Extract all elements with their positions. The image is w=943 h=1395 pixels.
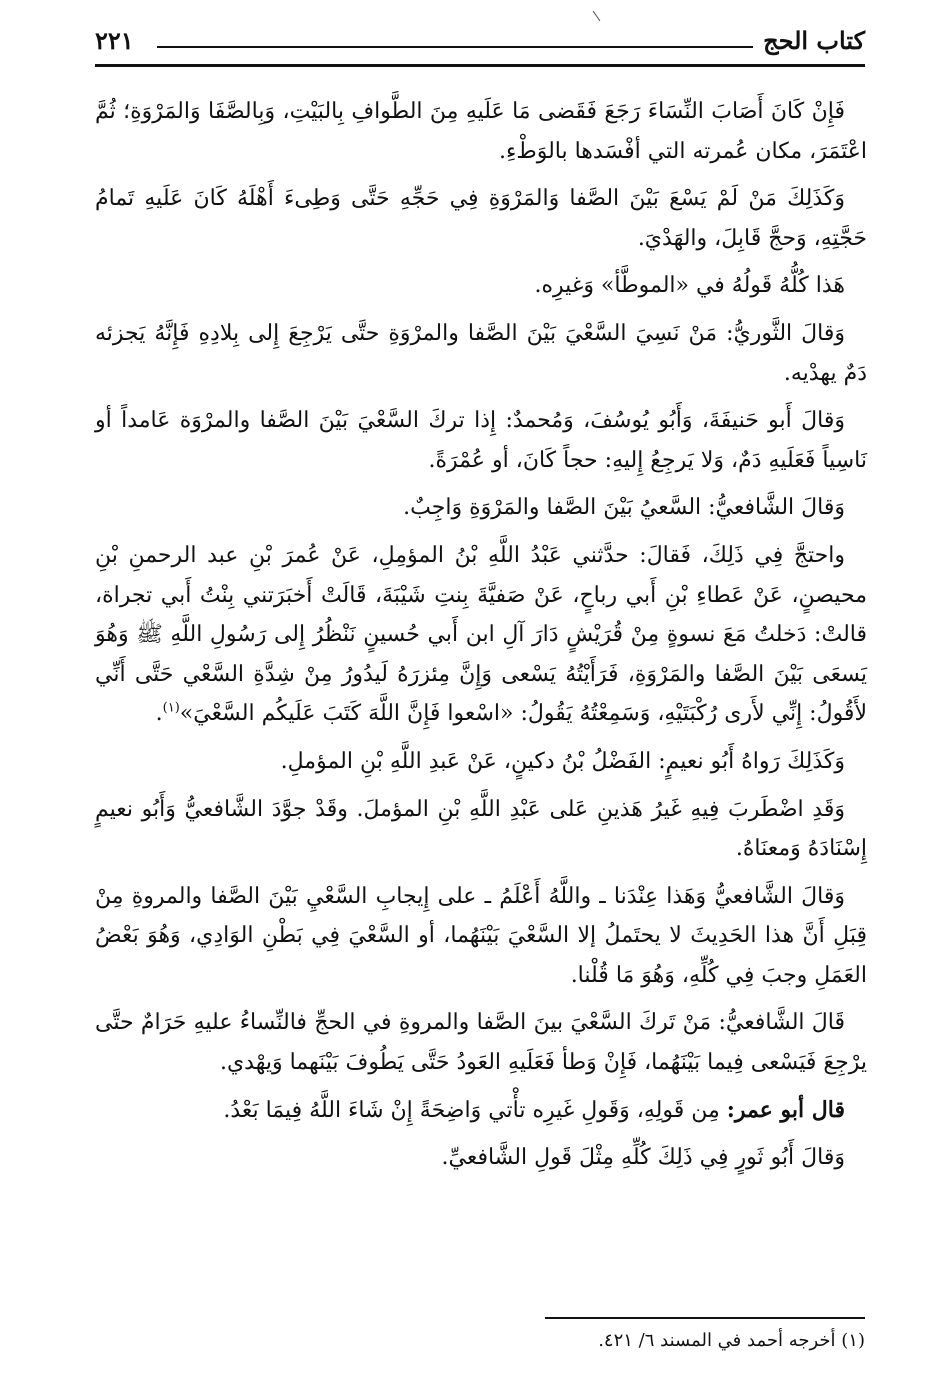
speaker-label: قال أبو عمر: bbox=[726, 1096, 845, 1123]
paragraph-3: هَذا كُلُّهُ قَولُهُ في «الموطَّأ» وَغيرِه. bbox=[534, 273, 845, 299]
paragraph-10: وَقالَ الشَّافعيُّ وَهَذا عِنْدَنا ـ واللَّهُ أَعْلَمُ ـ على إِيجابِ السَّعْيِ بَيْنَ الصَّفا والمروةِ مِنْ قِبَلِ أَنَّ هذا الحَدِيثَ لا يحتَملُ إلا السَّعْيَ بَيْنَهُما، أو السَّعْيَ فِي بَطْنِ الوَادِي، وَهُوَ بَعْضُ العَمَلِ وجبَ فِي كُلِّهِ، وَهُوَ مَا قُلْنا. bbox=[95, 883, 867, 988]
paragraph-1: فَإِنْ كَانَ أَصَابَ النِّسَاءَ رَجَعَ فَقَضى مَا عَلَيهِ مِنَ الطَّوافِ بِالبَيْتِ، وَبِالصَّفَا وَالمَرْوَةِ؛ ثُمَّ اعْتَمَرَ، مكان عُمرته التي أفْسَدها بالوَطْءِ. bbox=[95, 99, 867, 164]
book-title: كتاب الحج bbox=[763, 26, 865, 55]
footnote: (١) أخرجه أحمد في المسند ٦/ ٤٢١. bbox=[598, 1330, 865, 1351]
paragraph-4: وَقالَ الثَّوريُّ: مَنْ نَسِيَ السَّعْيَ بَيْنَ الصَّفا والمرْوَةِ حتَّى يَرْجِعَ إِلى بِلادِهِ فَإِنَّهُ يَجزئه دَمٌ يهدْيه. bbox=[95, 320, 867, 386]
footnote-separator bbox=[545, 1317, 865, 1319]
paragraph-13: وَقالَ أَبُو ثَورٍ فِي ذَلِكَ كُلِّهِ مِثْلَ قَولِ الشَّافعيِّ. bbox=[441, 1145, 845, 1171]
paragraph-8: وَكَذَلِكَ رَواهُ أَبُو نعيمٍ: الفَضْلُ بْنُ دكينٍ، عَنْ عَبدِ اللَّهِ بْنِ المؤملِ. bbox=[280, 748, 845, 774]
paragraph-2: وَكَذَلِكَ مَنْ لَمْ يَسْعَ بَيْنَ الصَّفا وَالمَرْوَةِ فِي حَجِّهِ حَتَّى وَطِىءَ أَهْلَهُ كَانَ عَلَيهِ تَمامُ حَجَّتِهِ، وَحجَّ قَابِلَ، والهَدْيَ. bbox=[95, 186, 867, 251]
hadith-text: واحتجَّ فِي ذَلِكَ، فَقالَ: حدَّثني عَبْدُ اللَّهِ بْنُ المؤمِلِ، عَنْ عُمرَ بْنِ عبد الرحمنِ بْنِ محيصنٍ، عَنْ عَطاءِ بْنِ أَبي رباحٍ، عَنْ صَفيَّةَ بِنتِ شَيْبَةَ، قَالَتْ أَخبَرَتني بِنْتُ أَبي تجراة، قالتْ: دَخلتُ مَعَ نسوةٍ مِنْ قُرَيْشٍ دَارَ آلِ ابن أَبي حُسينٍ نَنْظُرُ إِلى رَسُولِ اللَّهِ ﷺ وَهُوَ يَسعَى بَيْنَ الصَّفا والمَرْوَةِ، فَرَأَيْتُهُ يَسْعى وَإِنَّ مِئزرَهُ لَيدُورُ مِنْ شِدَّةِ السَّعْي حَتَّى أَنِّي لأَقُولُ: إِنِّي لأَرى رُكْبَتَيْهِ، وَسَمِعْتُهُ يَقُولُ: «اسْعوا فَإِنَّ اللَّهَ كَتَبَ عَلَيكُم السَّعْيَ» bbox=[95, 542, 867, 727]
page-header bbox=[95, 24, 865, 66]
paragraph-7 bbox=[95, 536, 867, 734]
paragraph-12-text: مِن قَولِهِ، وَقَولِ غَيرِه تأْتي وَاضِحَةً إِنْ شَاءَ اللَّهُ فِيمَا بَعْدُ. bbox=[223, 1097, 727, 1123]
header-rule-lower bbox=[95, 64, 865, 67]
paragraph-7-end: . bbox=[155, 701, 163, 727]
footnote-marker[interactable]: (١) bbox=[162, 700, 180, 716]
header-rule-upper bbox=[157, 46, 753, 48]
scan-mark bbox=[593, 11, 601, 21]
paragraph-9: وَقَدِ اضْطَربَ فِيهِ غَيرُ هَذينِ عَلى عَبْدِ اللَّهِ بْنِ المؤملَ. وقَدْ جوَّدَ الشَّافعيُّ وَأَبُو نعيمٍ إِسْنَادَهُ وَمعنَاهُ. bbox=[95, 796, 867, 862]
paragraph-6: وَقالَ الشَّافعيُّ: السَّعيُ بَيْنَ الصَّفا والمَرْوَةِ وَاجِبٌ. bbox=[403, 495, 845, 521]
main-text bbox=[95, 92, 867, 1186]
paragraph-11: قَالَ الشَّافعيُّ: مَنْ تَركَ السَّعْيَ بينَ الصَّفا والمروةِ في الحجِّ فالنِّساءُ عليهِ حَرَامٌ حتَّى يرْجِعَ فَيَسْعى فِيما بَيْنَهُما، فَإِنْ وَطأ فَعَلَيهِ العَودُ حَتَّى يَطُوفَ بَيْنَهما وَيهْدي. bbox=[95, 1010, 867, 1076]
page-number: ٢٢١ bbox=[95, 26, 134, 55]
paragraph-5: وَقالَ أَبو حَنيفَةَ، وَأَبُو يُوسُفَ، وَمُحمدٌ: إِذا تركَ السَّعْيَ بَيْنَ الصَّفا والمرْوَة عَامداً أو نَاسِياً فَعَلَيهِ دَمٌ، وَلا يَرجِعُ إِليهِ: حجاً كَانَ، أو عُمْرَةً. bbox=[95, 408, 867, 473]
paragraph-12 bbox=[95, 1091, 867, 1131]
